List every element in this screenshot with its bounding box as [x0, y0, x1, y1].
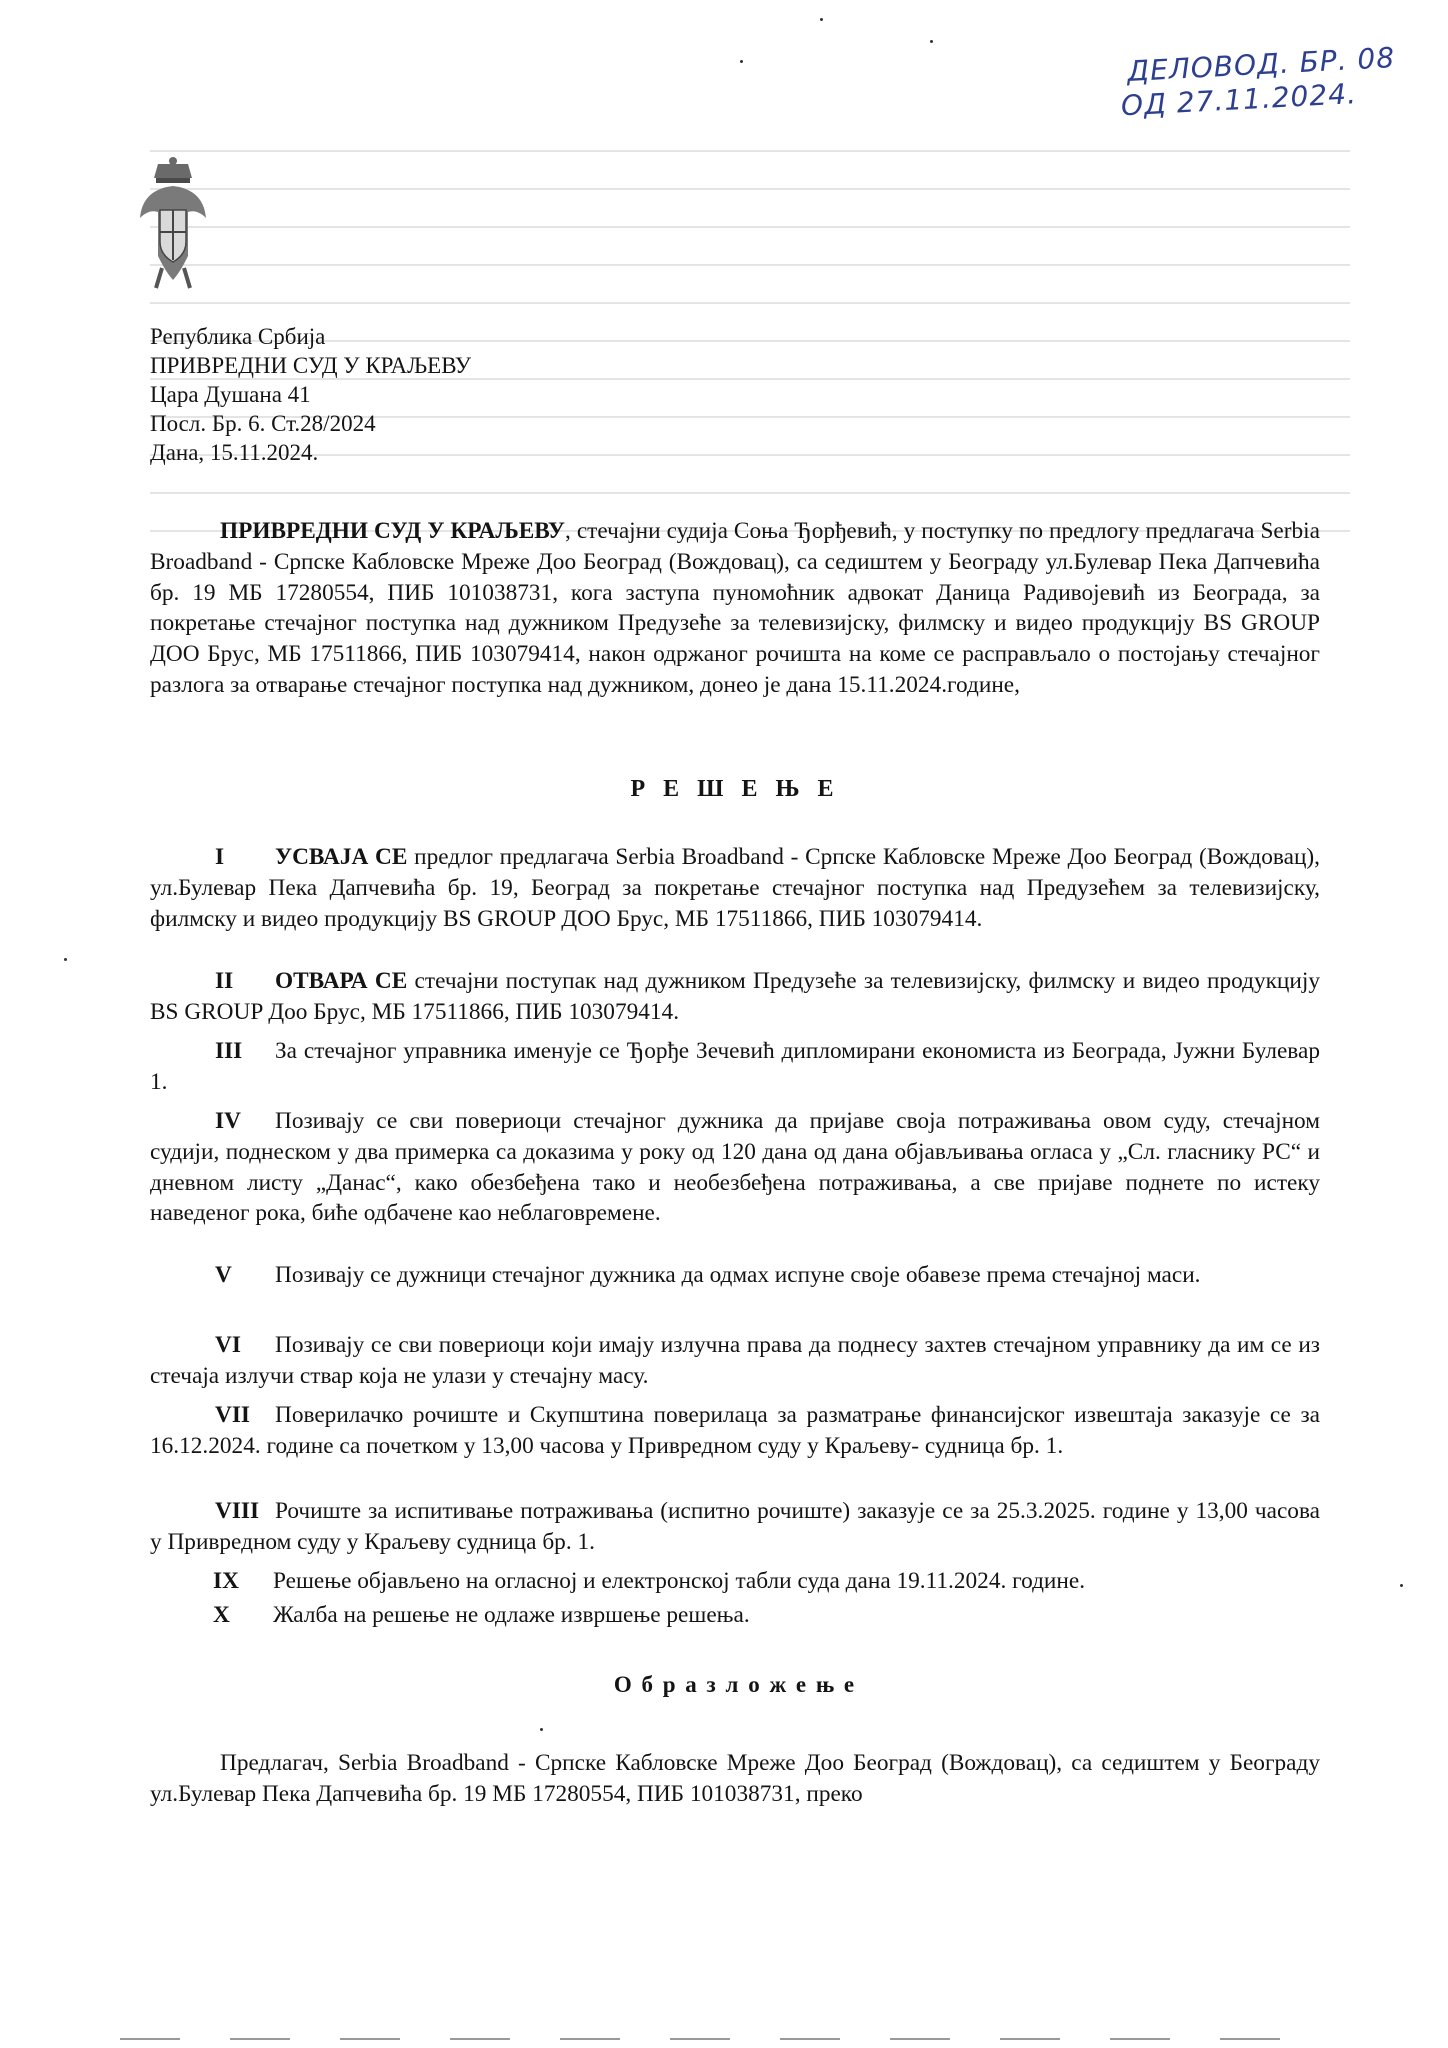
- decision-item-8: [150, 1496, 1320, 1558]
- reasoning-paragraph: Предлагач, Serbia Broadband - Српске Кабловске Мреже Доо Београд (Вождовац), са седиштем у Београду ул.Булевар Пека Дапчевића бр. 19 МБ 17280554, ПИБ 101038731, преко: [150, 1750, 1320, 1807]
- scan-speck: [740, 60, 743, 63]
- item-text: За стечајног управника именује се Ђорђе Зечевић дипломирани економиста из Београда, Јужни Булевар 1.: [150, 1038, 1320, 1095]
- decision-title: Р Е Ш Е Њ Е: [630, 776, 840, 802]
- item-number: IX: [213, 1568, 239, 1594]
- item-number: III: [215, 1038, 243, 1064]
- scan-speck: [540, 1728, 543, 1731]
- handwritten-line-2: ОД 27.11.2024.: [1120, 77, 1358, 123]
- decision-item-9: [150, 1566, 1320, 1597]
- scan-speck: [1400, 1584, 1403, 1587]
- case-number: Посл. Бр. 6. Ст.28/2024: [150, 411, 376, 436]
- decision-item-5: [150, 1260, 1320, 1291]
- decision-item-1: [150, 842, 1320, 934]
- decision-item-10: [150, 1600, 1320, 1631]
- intro-text: , стечајни судија Соња Ђорђевић, у поступку по предлогу предлагача Serbia Broadband - Српске Кабловске Мреже Доо Београд (Вождовац), са седиштем у Београду ул.Булевар Пека Дапчевића бр. 19 МБ 17280554, ПИБ 101038731, кога заступа пуномоћник адвокат Даница Радивојевић из Београда, за покретање стечајног поступка над дужником Предузеће за телевизијску, филмску и видео продукцију BS GROUP ДОО Брус, МБ 17511866, ПИБ 103079414, након одржаног рочишта на коме се расправљало о постојању стечајног разлога за отварање стечајног поступка над дужником, донео је дана 15.11.2024.године,: [150, 518, 1320, 698]
- decision-item-6: [150, 1330, 1320, 1392]
- item-number: X: [213, 1602, 230, 1628]
- reasoning-title: О б р а з л о ж е њ е: [613, 1672, 857, 1697]
- item-text: Решење објављено на огласној и електронској табли суда дана 19.11.2024. године.: [273, 1568, 1086, 1594]
- serbian-coat-of-arms-icon: [136, 156, 210, 292]
- item-text: Поверилачко рочиште и Скупштина поверилаца за разматрање финансијског извештаја заказује се за 16.12.2024. године са почетком у 13,00 часова у Привредном суду у Краљеву- судница бр. 1.: [150, 1402, 1320, 1459]
- item-number: VIII: [215, 1498, 260, 1524]
- intro-court-name: ПРИВРЕДНИ СУД У КРАЉЕВУ: [220, 518, 566, 544]
- item-text: Позивају се дужници стечајног дужника да одмах испуне своје обавезе према стечајној маси.: [275, 1262, 1201, 1288]
- country-name: Република Србија: [150, 324, 326, 349]
- court-address: Цара Душана 41: [150, 382, 311, 407]
- decision-item-2: [150, 966, 1320, 1028]
- item-number: VII: [215, 1402, 250, 1428]
- item-number: I: [215, 844, 225, 870]
- scan-speck: [930, 40, 933, 43]
- item-text: Рочиште за испитивање потраживања (испитно рочиште) заказује се за 25.3.2025. године у 13,00 часова у Привредном суду у Краљеву судница бр. 1.: [150, 1498, 1320, 1555]
- item-text: стечајни поступак над дужником Предузеће за телевизијску, филмску и видео продукцију BS GROUP Доо Брус, МБ 17511866, ПИБ 103079414.: [150, 968, 1320, 1025]
- handwritten-line-1: ДЕЛОВОД. БР. 08: [1126, 41, 1396, 89]
- item-text: Жалба на решење не одлаже извршење решења.: [273, 1602, 750, 1628]
- document-date: Дана, 15.11.2024.: [150, 440, 319, 465]
- handwritten-registry-note: [1120, 41, 1397, 123]
- item-number: II: [215, 968, 234, 994]
- decision-item-7: [150, 1400, 1320, 1462]
- decision-item-4: [150, 1106, 1320, 1229]
- item-emphasis: ОТВАРА СЕ: [275, 968, 408, 994]
- decision-item-3: [150, 1036, 1320, 1098]
- item-text: предлог предлагача Serbia Broadband - Српске Кабловске Мреже Доо Београд (Вождовац), ул.Булевар Пека Дапчевића бр. 19, Београд за покретање стечајног поступка над Предузећем за телевизијску, филмску и видео продукцију BS GROUP ДОО Брус, МБ 17511866, ПИБ 103079414.: [150, 844, 1321, 932]
- intro-paragraph: [150, 516, 1320, 701]
- item-number: V: [215, 1262, 232, 1288]
- item-number: IV: [215, 1108, 241, 1134]
- item-emphasis: УСВАЈА СЕ: [275, 844, 408, 870]
- scan-speck: [64, 958, 67, 961]
- scan-speck: [820, 18, 823, 21]
- item-number: VI: [215, 1332, 241, 1358]
- scan-edge-shadow: [120, 2038, 1320, 2040]
- court-header: [150, 322, 471, 467]
- item-text: Позивају се сви повериоци стечајног дужника да пријаве своја потраживања овом суду, стечајном судији, поднеском у два примерка са доказима у року од 120 дана од дана објављивања огласа у „Сл. гласнику РС“ и дневном листу „Данас“, како обезбеђена тако и необезбеђена потраживања, а све пријаве поднете по истеку наведеног рока, биће одбачене као неблаговремене.: [150, 1108, 1320, 1227]
- court-name: ПРИВРЕДНИ СУД У КРАЉЕВУ: [150, 353, 471, 378]
- item-text: Позивају се сви повериоци који имају излучна права да поднесу захтев стечајном управнику да им се из стечаја излучи ствар која не улази у стечајну масу.: [150, 1332, 1320, 1389]
